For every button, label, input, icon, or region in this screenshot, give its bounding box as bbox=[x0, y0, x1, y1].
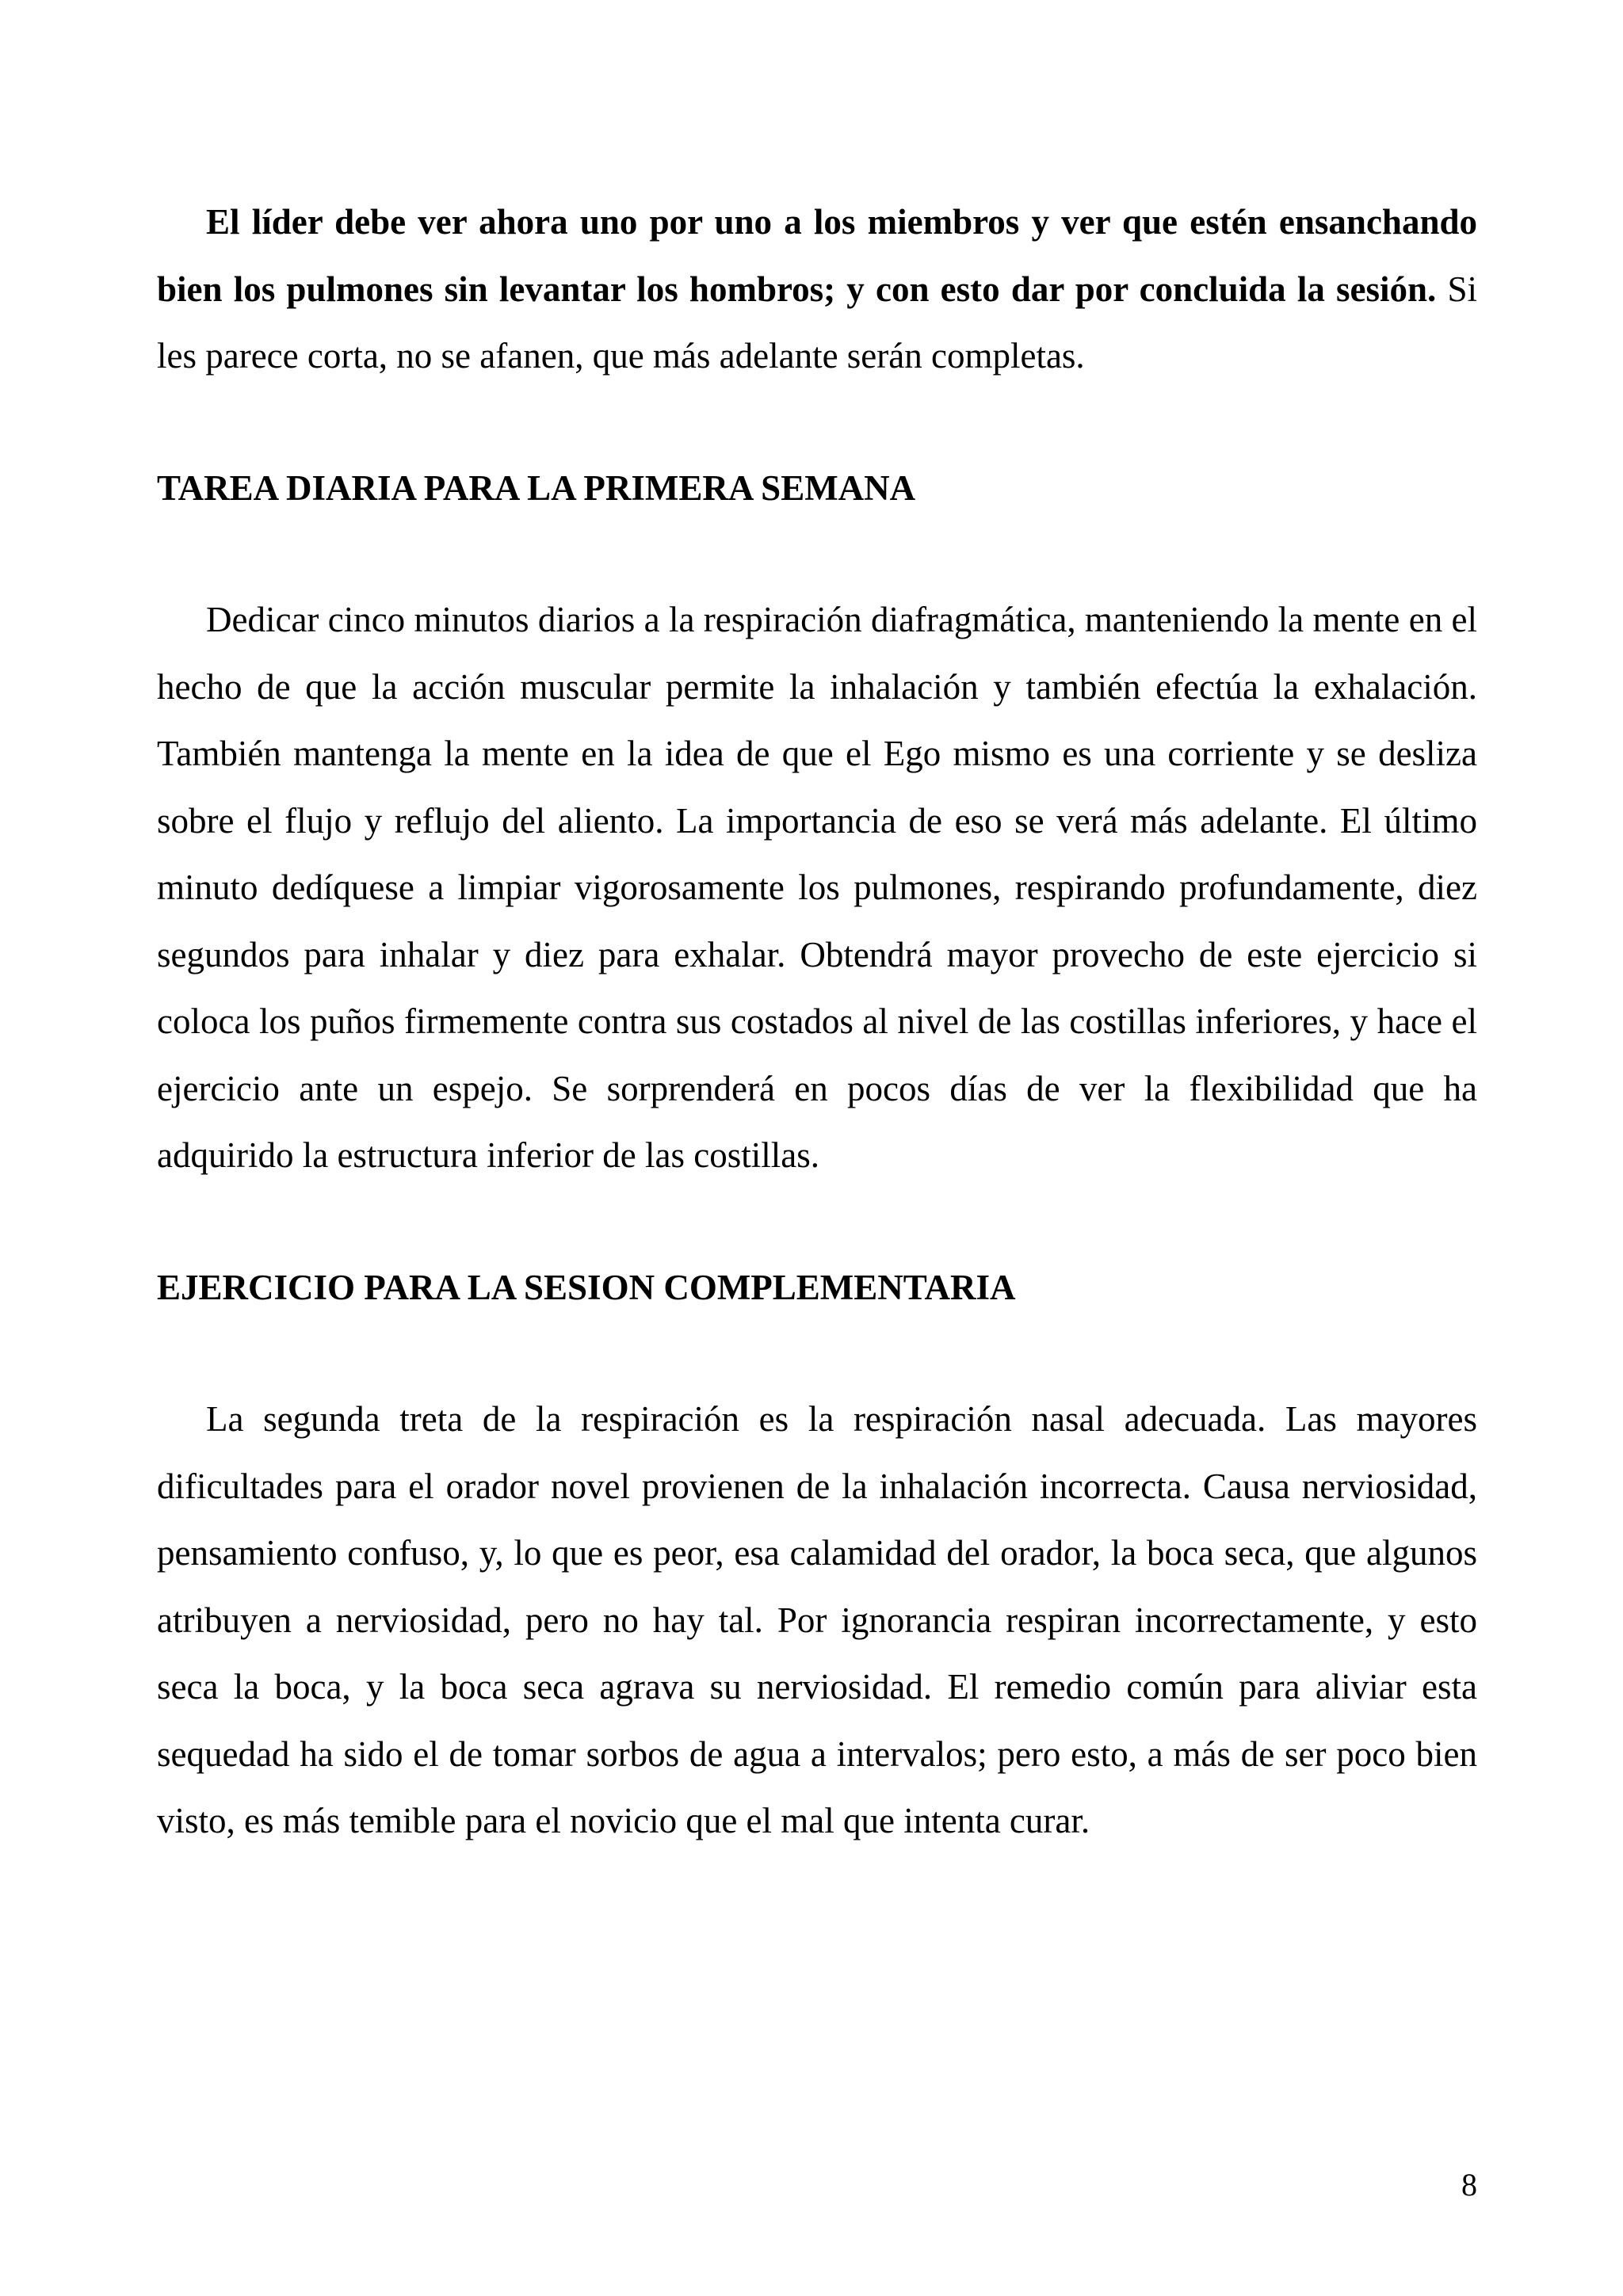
paragraph-regular-text: Si les parece corta, no se afanen, que más adelante serán completas. bbox=[157, 269, 1477, 376]
paragraph-daily-task: Dedicar cinco minutos diarios a la respiración diafragmática, manteniendo la mente en el hecho de que la acción muscular permite la inhalación y también efectúa la exhalación. También mantenga la mente en la idea de que el Ego mismo es una corriente y se desliza sobre el flujo y reflujo del aliento. La importancia de eso se verá más adelante. El último minuto dedíquese a limpiar vigorosamente los pulmones, respirando profundamente, diez segundos para inhalar y diez para exhalar. Obtendrá mayor provecho de este ejercicio si coloca los puños firmemente contra sus costados al nivel de las costillas inferiores, y hace el ejercicio ante un espejo. Se sorprenderá en pocos días de ver la flexibilidad que ha adquirido la estructura inferior de las costillas. bbox=[157, 600, 1477, 1175]
page-number: 8 bbox=[1461, 2167, 1477, 2203]
paragraph-nasal-breathing: La segunda treta de la respiración es la respiración nasal adecuada. Las mayores dificultades para el orador novel provienen de la inhalación incorrecta. Causa nerviosidad, pensamiento confuso, y, lo que es peor, esa calamidad del orador, la boca seca, que algunos atribuyen a nerviosidad, pero no hay tal. Por ignorancia respiran incorrectamente, y esto seca la boca, y la boca seca agrava su nerviosidad. El remedio común para aliviar esta sequedad ha sido el de tomar sorbos de agua a intervalos; pero esto, a más de ser poco bien visto, es más temible para el novicio que el mal que intenta curar. bbox=[157, 1399, 1477, 1840]
paragraph-bold-text: El líder debe ver ahora uno por uno a los miembros y ver que estén ensanchando bien los pulmones sin levantar los hombros; y con esto dar por concluida la sesión. bbox=[157, 202, 1477, 309]
heading-complementary-exercise: EJERCICIO PARA LA SESION COMPLEMENTARIA bbox=[157, 1267, 1016, 1307]
document-page bbox=[157, 189, 1477, 1855]
heading-daily-task: TAREA DIARIA PARA LA PRIMERA SEMANA bbox=[157, 467, 916, 508]
paragraph-leader-instructions bbox=[157, 189, 1477, 390]
